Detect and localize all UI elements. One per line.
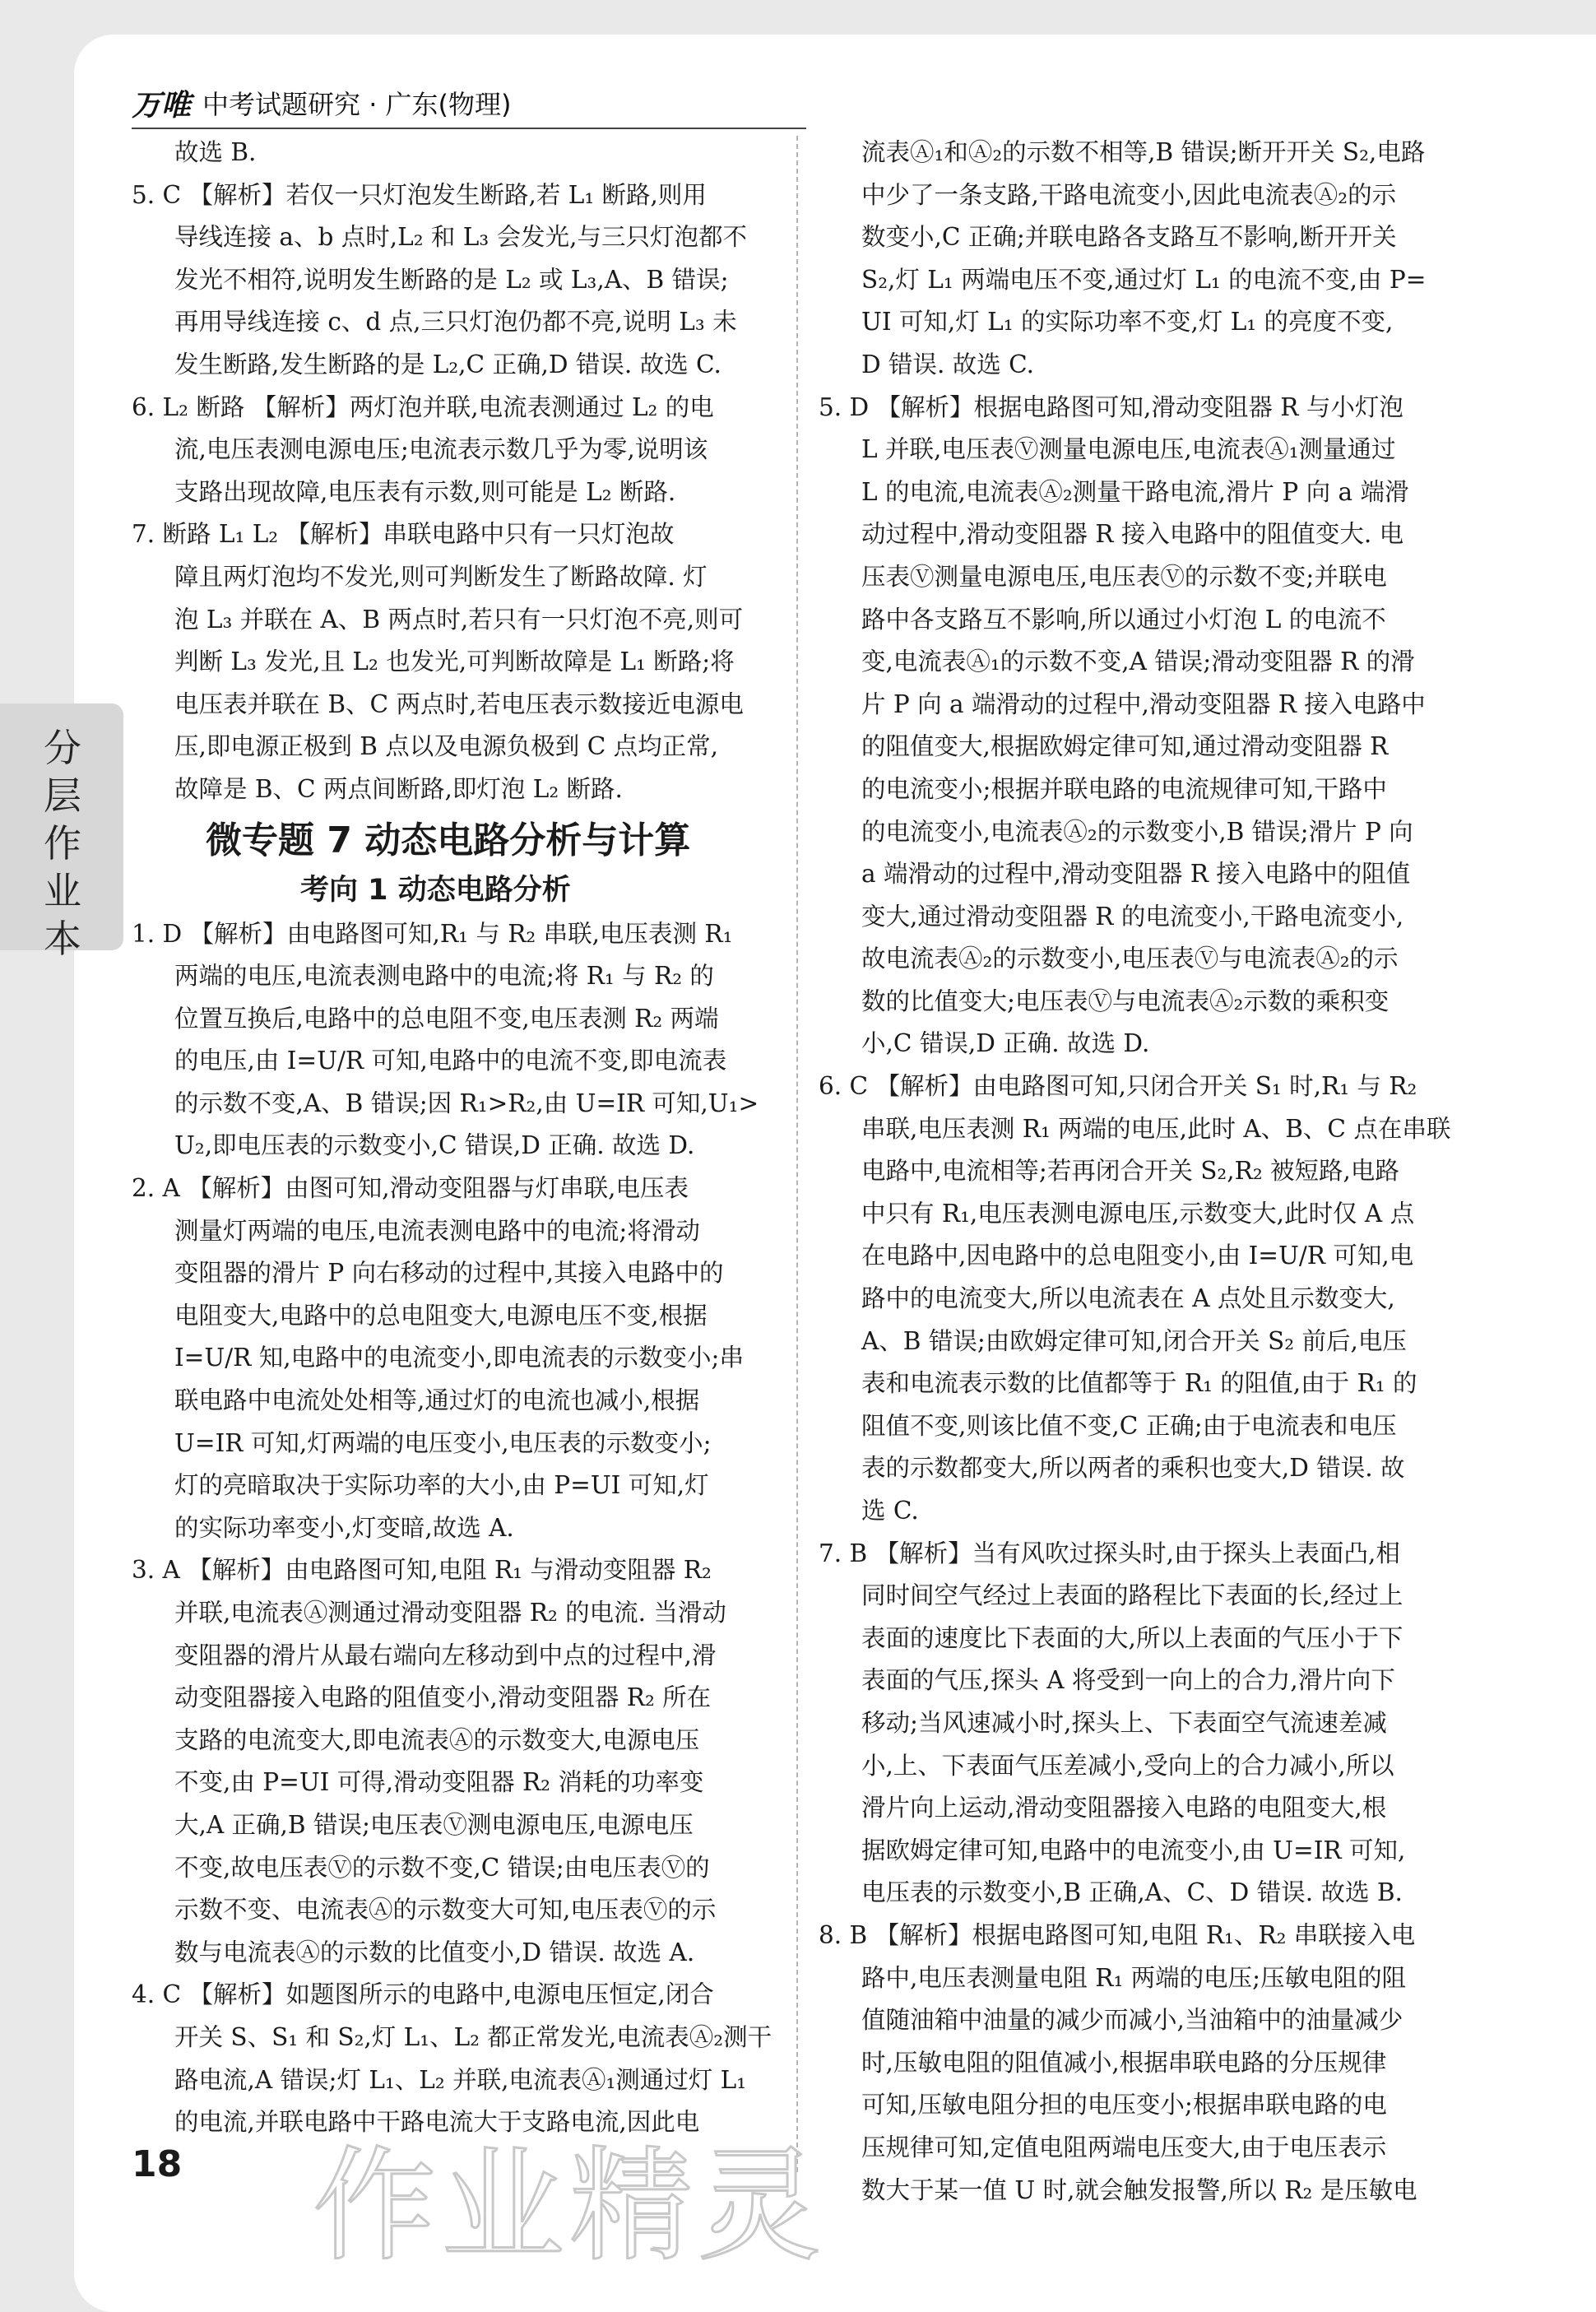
text-line: L 并联,电压表Ⓥ测量电源电压,电流表Ⓐ₁测量通过 [861, 435, 1396, 464]
text-line: 值随油箱中油量的减少而减小,当油箱中的油量减少 [861, 2006, 1403, 2035]
text-line: 阻值不变,则该比值不变,C 正确;由于电流表和电压 [861, 1411, 1397, 1440]
text-line: 电阻变大,电路中的总电阻变大,电源电压不变,根据 [174, 1301, 708, 1330]
text-line: 的电流变小,电流表Ⓐ₂的示数变小,B 错误;滑片 P 向 [861, 817, 1413, 846]
text-line: 中少了一条支路,干路电流变小,因此电流表Ⓐ₂的示 [861, 180, 1397, 209]
text-line: 两端的电压,电流表测电路中的电流;将 R₁ 与 R₂ 的 [174, 962, 714, 991]
text-line: 流,电压表测电源电压;电流表示数几乎为零,说明该 [174, 435, 708, 464]
text-line: 的电流变小;根据并联电路的电流规律可知,干路中 [861, 774, 1387, 803]
text-line: 电路中,电流相等;若再闭合开关 S₂,R₂ 被短路,电路 [861, 1157, 1399, 1186]
text-line: 故障是 B、C 两点间断路,即灯泡 L₂ 断路. [174, 774, 623, 803]
text-line: 动过程中,滑动变阻器 R 接入电路中的阻值变大. 电 [861, 520, 1404, 549]
text-line: 选 C. [861, 1497, 919, 1525]
text-line: 联电路中电流处处相等,通过灯的电流也减小,根据 [174, 1386, 700, 1415]
text-line: 不变,由 P=UI 可得,滑动变阻器 R₂ 消耗的功率变 [174, 1768, 704, 1797]
answer-item-start: 3. A 【解析】由电路图可知,电阻 R₁ 与滑动变阻器 R₂ [132, 1556, 712, 1585]
text-line: 表面的气压,探头 A 将受到一向上的合力,滑片向下 [861, 1666, 1395, 1695]
text-line: 电压表的示数变小,B 正确,A、C、D 错误. 故选 B. [861, 1878, 1403, 1907]
text-line: 电压表并联在 B、C 两点时,若电压表示数接近电源电 [174, 689, 744, 718]
text-line: 的示数不变,A、B 错误;因 R₁>R₂,由 U=IR 可知,U₁> [174, 1089, 759, 1117]
text-line: 路电流,A 错误;灯 L₁、L₂ 并联,电流表Ⓐ₁测通过灯 L₁ [174, 2065, 747, 2094]
text-line: 动变阻器接入电路的阻值变小,滑动变阻器 R₂ 所在 [174, 1683, 712, 1712]
text-line: 移动;当风速减小时,探头上、下表面空气流速差减 [861, 1708, 1387, 1737]
text-line: U₂,即电压表的示数变小,C 错误,D 正确. 故选 D. [174, 1131, 695, 1160]
text-line: 灯的亮暗取决于实际功率的大小,由 P=UI 可知,灯 [174, 1471, 709, 1500]
text-line: A、B 错误;由欧姆定律可知,闭合开关 S₂ 前后,电压 [861, 1326, 1407, 1355]
header-rule [132, 128, 806, 129]
page-number: 18 [132, 2143, 183, 2185]
answer-item-start: 2. A 【解析】由图可知,滑动变阻器与灯串联,电压表 [132, 1174, 689, 1203]
text-line: 数与电流表Ⓐ的示数的比值变小,D 错误. 故选 A. [174, 1938, 695, 1966]
text-line: 同时间空气经过上表面的路程比下表面的长,经过上 [861, 1581, 1403, 1610]
text-line: 开关 S、S₁ 和 S₂,灯 L₁、L₂ 都正常发光,电流表Ⓐ₂测干 [174, 2022, 772, 2051]
text-line: 流表Ⓐ₁和Ⓐ₂的示数不相等,B 错误;断开开关 S₂,电路 [861, 138, 1426, 166]
text-line: 路中各支路互不影响,所以通过小灯泡 L 的电流不 [861, 605, 1386, 634]
header-title: 中考试题研究 · 广东(物理) [202, 89, 512, 120]
text-line: 滑片向上运动,滑动变阻器接入电路的电阻变大,根 [861, 1794, 1387, 1822]
text-line: 在电路中,因电路中的总电阻变小,由 I=U/R 可知,电 [861, 1242, 1414, 1270]
answer-item-start: 7. 断路 L₁ L₂ 【解析】串联电路中只有一只灯泡故 [132, 520, 675, 549]
text-line: 数大于某一值 U 时,就会触发报警,所以 R₂ 是压敏电 [861, 2175, 1417, 2204]
text-line: 大,A 正确,B 错误;电压表Ⓥ测电源电压,电源电压 [174, 1810, 694, 1839]
text-line: 发光不相符,说明发生断路的是 L₂ 或 L₃,A、B 错误; [174, 265, 729, 294]
text-line: 表和电流表示数的比值都等于 R₁ 的阻值,由于 R₁ 的 [861, 1369, 1417, 1398]
text-line: 测量灯两端的电压,电流表测电路中的电流;将滑动 [174, 1216, 700, 1245]
watermark-text: 作业精灵 [313, 2135, 827, 2278]
text-line: D 错误. 故选 C. [861, 350, 1035, 378]
text-line: 小,上、下表面气压差减小,受向上的合力减小,所以 [861, 1751, 1394, 1780]
text-line: 小,C 错误,D 正确. 故选 D. [861, 1029, 1150, 1058]
text-line: 可知,压敏电阻分担的电压变小;根据串联电路的电 [861, 2091, 1387, 2119]
text-line: U=IR 可知,灯两端的电压变小,电压表的示数变小; [174, 1428, 712, 1457]
left-column [132, 132, 790, 2144]
text-line: 障且两灯泡均不发光,则可判断发生了断路故障. 灯 [174, 562, 708, 591]
text-line: 变阻器的滑片从最右端向左移动到中点的过程中,滑 [174, 1641, 717, 1669]
text-line: 数的比值变大;电压表Ⓥ与电流表Ⓐ₂示数的乘积变 [861, 987, 1390, 1015]
answer-item-start: 5. D 【解析】根据电路图可知,滑动变阻器 R 与小灯泡 [819, 392, 1403, 421]
brand-logo: 万唯 [132, 88, 192, 123]
text-line: 并联,电流表Ⓐ测通过滑动变阻器 R₂ 的电流. 当滑动 [174, 1599, 726, 1627]
text-line: 压表Ⓥ测量电源电压,电压表Ⓥ的示数不变;并联电 [861, 562, 1387, 591]
text-line: 再用导线连接 c、d 点,三只灯泡仍都不亮,说明 L₃ 未 [174, 308, 737, 337]
text-line: 路中的电流变大,所以电流表在 A 点处且示数变大, [861, 1284, 1395, 1313]
answer-item-start: 6. C 【解析】由电路图可知,只闭合开关 S₁ 时,R₁ 与 R₂ [819, 1072, 1417, 1101]
text-line: 的电压,由 I=U/R 可知,电路中的电流不变,即电流表 [174, 1047, 727, 1075]
answer-item-start: 1. D 【解析】由电路图可知,R₁ 与 R₂ 串联,电压表测 R₁ [132, 919, 733, 948]
text-line: 变阻器的滑片 P 向右移动的过程中,其接入电路中的 [174, 1259, 724, 1288]
text-line: 位置互换后,电路中的总电阻不变,电压表测 R₂ 两端 [174, 1004, 719, 1033]
text-line: 判断 L₃ 发光,且 L₂ 也发光,可判断故障是 L₁ 断路;将 [174, 648, 735, 676]
text-line: 发生断路,发生断路的是 L₂,C 正确,D 错误. 故选 C. [174, 350, 721, 378]
text-line: 不变,故电压表Ⓥ的示数不变,C 错误;由电压表Ⓥ的 [174, 1853, 710, 1882]
text-line: 表面的速度比下表面的大,所以上表面的气压小于下 [861, 1623, 1403, 1652]
section-heading: 微专题 7 动态电路分析与计算 [206, 819, 691, 861]
text-line: 数变小,C 正确;并联电路各支路互不影响,断开开关 [861, 223, 1397, 252]
text-line: 变,电流表Ⓐ₁的示数不变,A 错误;滑动变阻器 R 的滑 [861, 648, 1415, 676]
side-tab-label: 分层作业本 [44, 726, 81, 961]
page-header [132, 82, 512, 123]
answer-item-start: 7. B 【解析】当有风吹过探头时,由于探头上表面凸,相 [819, 1539, 1400, 1567]
right-column [819, 132, 1452, 2212]
text-line: 时,压敏电阻的阻值减小,根据串联电路的分压规律 [861, 2048, 1387, 2077]
text-line: 泡 L₃ 并联在 A、B 两点时,若只有一只灯泡不亮,则可 [174, 605, 744, 634]
text-line: UI 可知,灯 L₁ 的实际功率不变,灯 L₁ 的亮度不变, [861, 308, 1394, 337]
text-line: S₂,灯 L₁ 两端电压不变,通过灯 L₁ 的电流不变,由 P= [861, 265, 1427, 294]
text-line: 压,即电源正极到 B 点以及电源负极到 C 点均正常, [174, 732, 719, 761]
text-line: 据欧姆定律可知,电路中的电流变小,由 U=IR 可知, [861, 1836, 1406, 1864]
text-line: 的电流,并联电路中干路电流大于支路电流,因此电 [174, 2108, 700, 2137]
answer-item-start: 8. B 【解析】根据电路图可知,电阻 R₁、R₂ 串联接入电 [819, 1920, 1416, 1949]
answer-item-start: 6. L₂ 断路 【解析】两灯泡并联,电流表测通过 L₂ 的电 [132, 392, 714, 421]
text-line: 导线连接 a、b 点时,L₂ 和 L₃ 会发光,与三只灯泡都不 [174, 223, 747, 252]
answer-item-start: 4. C 【解析】如题图所示的电路中,电源电压恒定,闭合 [132, 1980, 714, 2009]
text-line: 串联,电压表测 R₁ 两端的电压,此时 A、B、C 点在串联 [861, 1114, 1451, 1143]
subsection-heading: 考向 1 动态电路分析 [300, 873, 571, 907]
text-line: 压规律可知,定值电阻两端电压变大,由于电压表示 [861, 2133, 1387, 2161]
text-line: 示数不变、电流表Ⓐ的示数变大可知,电压表Ⓥ的示 [174, 1896, 717, 1924]
text-line: 表的示数都变大,所以两者的乘积也变大,D 错误. 故 [861, 1454, 1405, 1483]
text-line: 中只有 R₁,电压表测电源电压,示数变大,此时仅 A 点 [861, 1199, 1415, 1228]
text-line: 故电流表Ⓐ₂的示数变小,电压表Ⓥ与电流表Ⓐ₂的示 [861, 945, 1399, 973]
answer-item-start: 5. C 【解析】若仅一只灯泡发生断路,若 L₁ 断路,则用 [132, 180, 707, 209]
text-line: I=U/R 知,电路中的电流变小,即电流表的示数变小;串 [174, 1344, 744, 1372]
text-line: 支路的电流变大,即电流表Ⓐ的示数变大,电源电压 [174, 1725, 700, 1754]
text-line: 的阻值变大,根据欧姆定律可知,通过滑动变阻器 R [861, 732, 1389, 761]
text-line: L 的电流,电流表Ⓐ₂测量干路电流,滑片 P 向 a 端滑 [861, 477, 1409, 506]
text-line: a 端滑动的过程中,滑动变阻器 R 接入电路中的阻值 [861, 860, 1411, 889]
text-line: 故选 B. [174, 138, 257, 166]
text-line: 的实际功率变小,灯变暗,故选 A. [174, 1513, 514, 1542]
text-line: 变大,通过滑动变阻器 R 的电流变小,干路电流变小, [861, 902, 1404, 931]
text-line: 路中,电压表测量电阻 R₁ 两端的电压;压敏电阻的阻 [861, 1963, 1407, 1992]
text-line: 片 P 向 a 端滑动的过程中,滑动变阻器 R 接入电路中 [861, 689, 1426, 718]
column-divider [796, 136, 798, 2172]
text-line: 支路出现故障,电压表有示数,则可能是 L₂ 断路. [174, 477, 676, 506]
